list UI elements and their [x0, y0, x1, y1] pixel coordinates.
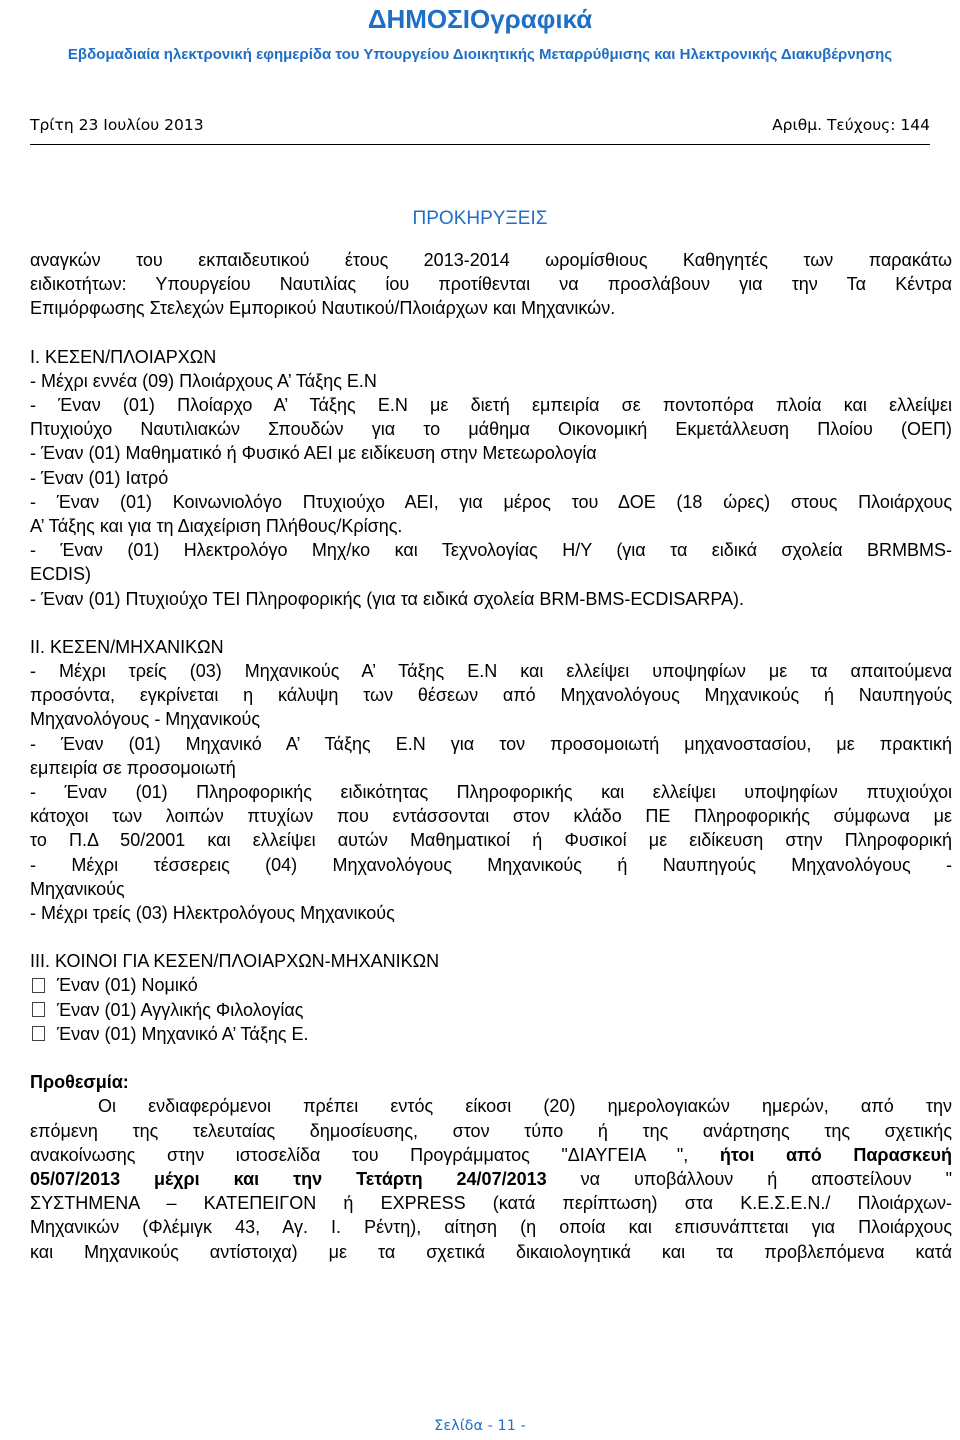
list-item	[30, 973, 952, 997]
deadline-text: ανακοίνωσης στην ιστοσελίδα του Προγράμματος "ΔΙΑΥΓΕΙΑ ",	[30, 1144, 720, 1165]
section-1-line: - Έναν (01) Ηλεκτρολόγο Μηχ/κο και Τεχνολογίας Η/Υ (για τα ειδικά σχολεία BRMBMS-	[30, 540, 952, 561]
intro-line: Επιμόρφωσης Στελεχών Εμπορικού Ναυτικού/Πλοιάρχων και Μηχανικών.	[30, 298, 616, 319]
section-1-line: - Έναν (01) Μαθηματικό ή Φυσικό ΑΕΙ με ειδίκευση στην Μετεωρολογία	[30, 443, 597, 464]
deadline-line: ΣΥΣΤΗΜΕΝΑ – ΚΑΤΕΠΕΙΓΟΝ ή EXPRESS (κατά περίπτωση) στα Κ.Ε.Σ.Ε.Ν./ Πλοιάρχων-	[30, 1193, 952, 1214]
section-2-line: - Μέχρι τέσσερεις (04) Μηχανολόγους Μηχανικούς ή Ναυπηγούς Μηχανολόγους -	[30, 854, 952, 875]
bullet-box-icon	[32, 1002, 45, 1017]
section-2-line: - Μέχρι τρείς (03) Μηχανικούς Α’ Τάξης Ε.Ν και ελλείψει υποψηφίων με τα απαιτούμενα	[30, 661, 952, 682]
section-2-heading: ΙΙ. ΚΕΣΕΝ/ΜΗΧΑΝΙΚΩΝ	[30, 636, 224, 657]
section-1-line: - Έναν (01) Ιατρό	[30, 467, 169, 488]
list-item-label: Έναν (01) Νομικό	[57, 975, 198, 996]
section-1-line: - Έναν (01) Κοινωνιολόγο Πτυχιούχο ΑΕΙ, για μέρος του ΔΟΕ (18 ώρες) στους Πλοιάρχους	[30, 491, 952, 512]
section-1-line: - Έναν (01) Πτυχιούχο ΤΕΙ Πληροφορικής (για τα ειδικά σχολεία BRM-BMS-ECDISARPA).	[30, 588, 745, 609]
list-item-label: Έναν (01) Μηχανικό Α’ Τάξης Ε.	[57, 1023, 309, 1044]
section-heading: ΠΡΟΚΗΡΥΞΕΙΣ	[412, 208, 548, 229]
section-1-heading: Ι. ΚΕΣΕΝ/ΠΛΟΙΑΡΧΩΝ	[30, 346, 217, 367]
intro-line: αναγκών του εκπαιδευτικού έτους 2013-2014 ωρομίσθιους Καθηγητές των παρακάτω	[30, 250, 952, 270]
section-2-line: - Έναν (01) Μηχανικό Α’ Τάξης Ε.Ν για τον προσομοιωτή μηχανοστασίου, με πρακτική	[30, 733, 952, 754]
bullet-box-icon	[32, 978, 45, 993]
deadline-text: να υποβάλλουν ή αποστείλουν "	[546, 1168, 953, 1189]
section-1-line: - Έναν (01) Πλοίαρχο Α’ Τάξης Ε.Ν με διετή εμπειρία σε ποντοπόρα πλοία και ελλείψει	[30, 395, 952, 416]
bullet-box-icon	[32, 1026, 45, 1041]
deadline-line: Μηχανικών (Φλέμιγκ 43, Αγ. Ι. Ρέντη), αίτηση (η οποία και επισυνάπτεται για Πλοιάρχους	[30, 1217, 952, 1238]
newspaper-title: ΔΗΜΟΣΙΟγραφικά	[367, 4, 593, 34]
article-body	[30, 248, 952, 1264]
page-number: Σελίδα - 11 -	[434, 1418, 526, 1434]
section-2-line: προσόντα, εγκρίνεται η κάλυψη των θέσεων από Μηχανολόγους Μηχανικούς ή Ναυπηγούς	[30, 685, 952, 706]
deadline-line: επόμενη της τελευταίας δημοσίευσης, στον τύπο ή της ανάρτησης της σχετικής	[30, 1120, 952, 1141]
section-1-line: Πτυχιούχο Ναυτιλιακών Σπουδών για το μάθημα Οικονομική Εκμετάλλευση Πλοίου (ΟΕΠ)	[30, 419, 952, 440]
header-divider	[30, 144, 930, 145]
newspaper-subtitle: Εβδομαδιαία ηλεκτρονική εφημερίδα του Υπουργείου Διοικητικής Μεταρρύθμισης και Ηλεκτρονικής Διακυβέρνησης	[67, 46, 893, 63]
deadline-line	[30, 1143, 952, 1167]
list-item-label: Έναν (01) Αγγλικής Φιλολογίας	[57, 999, 304, 1020]
issue-number: Αριθμ. Τεύχους: 144	[772, 116, 930, 134]
section-2-line: κάτοχοι των λοιπών πτυχίων που εντάσσονται στον κλάδο ΠΕ Πληροφορικής σύμφωνα με	[30, 806, 952, 827]
section-2-line: - Μέχρι τρείς (03) Ηλεκτρολόγους Μηχανικούς	[30, 903, 395, 924]
section-2-line: το Π.Δ 50/2001 και ελλείψει αυτών Μαθηματικοί ή Φυσικοί με ειδίκευση στην Πληροφορική	[30, 830, 952, 851]
section-1-line: - Μέχρι εννέα (09) Πλοιάρχους Α’ Τάξης Ε.Ν	[30, 370, 377, 391]
deadline-line: και Μηχανικούς αντίστοιχα) με τα σχετικά δικαιολογητικά και τα προβλεπόμενα κατά	[30, 1241, 952, 1262]
deadline-date-text: ήτοι από Παρασκευή	[719, 1144, 952, 1165]
dateline	[30, 114, 930, 140]
deadline-line	[30, 1167, 952, 1191]
issue-date: Τρίτη 23 Ιουλίου 2013	[30, 116, 204, 134]
section-2-line: εμπειρία σε προσομοιωτή	[30, 757, 236, 778]
section-2-line: Μηχανολόγους - Μηχανικούς	[30, 709, 260, 730]
list-item	[30, 1022, 952, 1046]
section-1-line: ECDIS)	[30, 564, 92, 585]
section-3-heading: ΙΙΙ. ΚΟΙΝΟΙ ΓΙΑ ΚΕΣΕΝ/ΠΛΟΙΑΡΧΩΝ-ΜΗΧΑΝΙΚΩΝ	[30, 951, 440, 972]
intro-line: ειδικοτήτων: Υπουργείου Ναυτιλίας ίου προτίθενται να προσλάβουν για την Τα Κέντρα	[30, 274, 952, 295]
section-2-line: Μηχανικούς	[30, 878, 125, 899]
section-2-line: - Έναν (01) Πληροφορικής ειδικότητας Πληροφορικής και ελλείψει υποψηφίων πτυχιούχοι	[30, 782, 952, 803]
deadline-label: Προθεσμία:	[30, 1072, 129, 1093]
deadline-date-range: 05/07/2013 μέχρι και την Τετάρτη 24/07/2013	[30, 1168, 547, 1189]
deadline-line: Οι ενδιαφερόμενοι πρέπει εντός είκοσι (20) ημερολογιακών ημερών, από την	[98, 1096, 952, 1117]
list-item	[30, 998, 952, 1022]
section-1-line: Α’ Τάξης και για τη Διαχείριση Πλήθους/Κρίσης.	[30, 516, 403, 537]
